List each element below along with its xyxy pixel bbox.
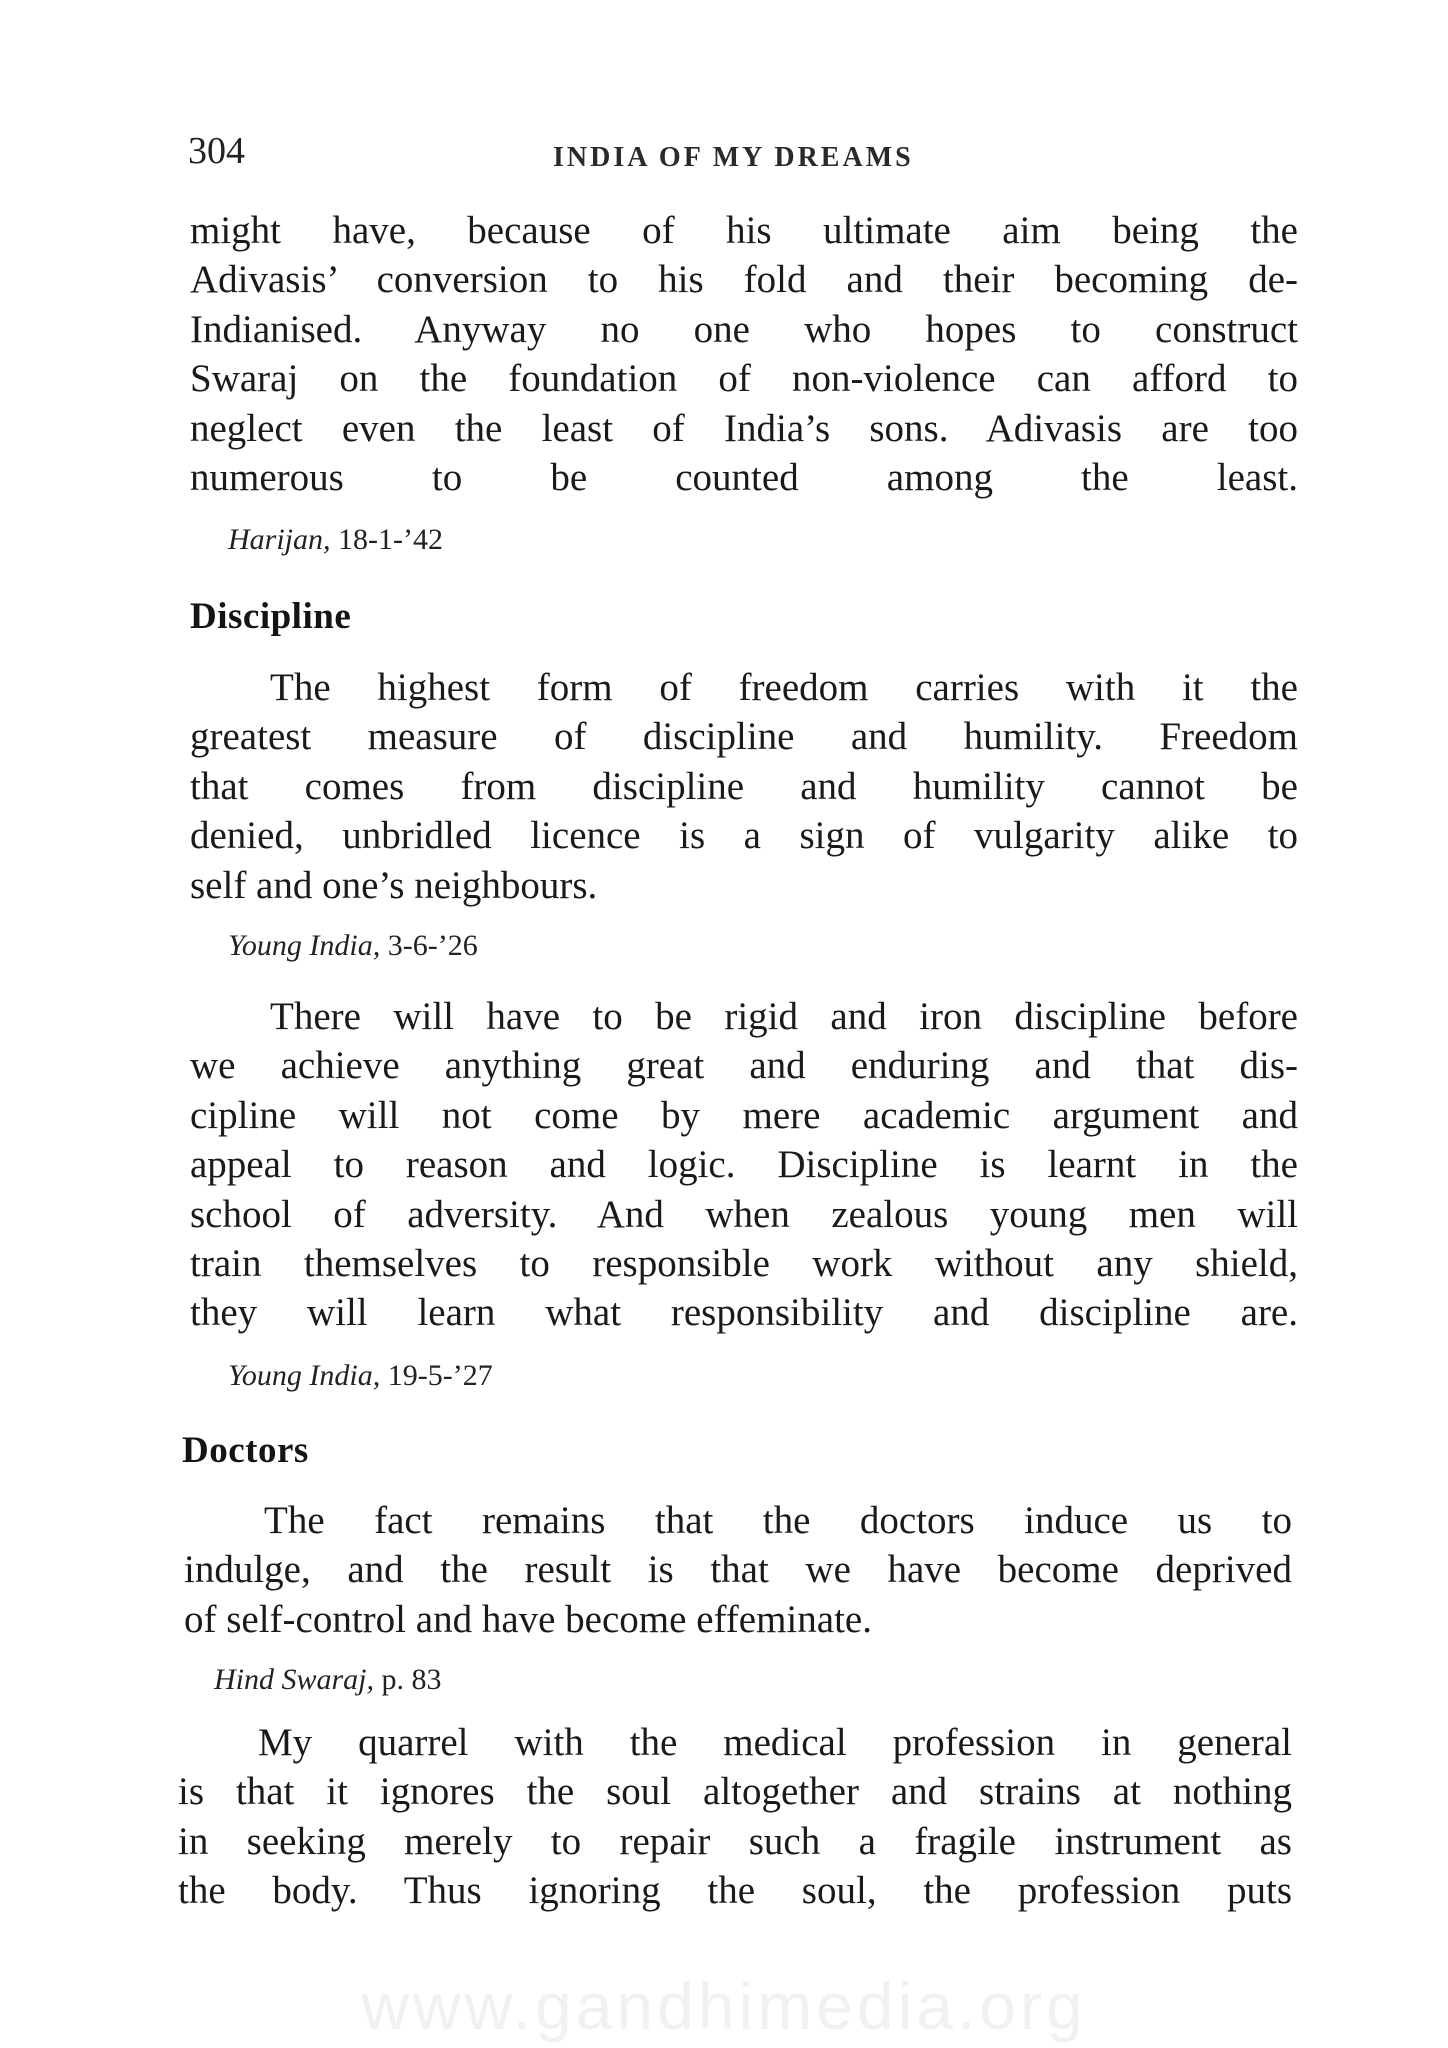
intro-paragraph xyxy=(190,206,1298,502)
source-citation xyxy=(228,926,478,966)
source-title: Young India, xyxy=(228,929,381,962)
text-line: is that it ignores the soul altogether and strains at nothing xyxy=(178,1770,1292,1814)
page-header xyxy=(188,126,1308,186)
doctors-paragraph-1 xyxy=(184,1496,1292,1644)
text-line: we achieve anything great and enduring and that dis- xyxy=(190,1044,1298,1088)
text-line: Adivasis’ conversion to his fold and their becoming de- xyxy=(190,258,1298,302)
text-line: in seeking merely to repair such a fragile instrument as xyxy=(178,1819,1292,1863)
source-title: Hind Swaraj, xyxy=(214,1663,375,1696)
text-line: cipline will not come by mere academic argument and xyxy=(190,1093,1298,1137)
text-line: Swaraj on the foundation of non-violence can afford to xyxy=(190,357,1298,401)
section-heading-doctors: Doctors xyxy=(182,1430,309,1471)
source-citation xyxy=(228,1356,493,1396)
text-line: neglect even the least of India’s sons. Adivasis are too xyxy=(190,406,1298,450)
text-line: There will have to be rigid and iron discipline before xyxy=(270,995,1298,1038)
text-line: self and one’s neighbours. xyxy=(190,863,598,907)
running-title: INDIA OF MY DREAMS xyxy=(553,142,914,173)
text-line: of self-control and have become effeminate. xyxy=(184,1597,872,1641)
source-date: 3-6-’26 xyxy=(387,929,478,962)
text-line: greatest measure of discipline and humility. Freedom xyxy=(190,715,1298,759)
source-date: p. 83 xyxy=(381,1663,442,1696)
text-line: denied, unbridled licence is a sign of vulgarity alike to xyxy=(190,814,1298,858)
source-title: Young India, xyxy=(228,1359,381,1392)
discipline-paragraph-2 xyxy=(190,992,1298,1338)
text-line: appeal to reason and logic. Discipline is learnt in the xyxy=(190,1143,1298,1187)
text-line: school of adversity. And when zealous young men will xyxy=(190,1192,1298,1236)
text-line: The highest form of freedom carries with it the xyxy=(270,666,1298,709)
section-heading-discipline: Discipline xyxy=(190,596,352,637)
source-date: 18-1-’42 xyxy=(338,523,443,556)
text-line: My quarrel with the medical profession in general xyxy=(258,1721,1292,1764)
page-number: 304 xyxy=(188,130,245,172)
source-title: Harijan, xyxy=(228,523,331,556)
text-line: that comes from discipline and humility cannot be xyxy=(190,764,1298,808)
text-line: they will learn what responsibility and discipline are. xyxy=(190,1291,1298,1335)
source-citation xyxy=(214,1660,442,1700)
text-line: The fact remains that the doctors induce us to xyxy=(264,1499,1292,1542)
text-line: the body. Thus ignoring the soul, the profession puts xyxy=(178,1869,1292,1913)
text-line: numerous to be counted among the least. xyxy=(190,456,1298,500)
text-line: Indianised. Anyway no one who hopes to construct xyxy=(190,307,1298,351)
text-line: might have, because of his ultimate aim being the xyxy=(190,209,1298,252)
doctors-paragraph-2 xyxy=(178,1718,1292,1916)
discipline-paragraph-1 xyxy=(190,663,1298,910)
source-date: 19-5-’27 xyxy=(387,1359,493,1392)
text-line: indulge, and the result is that we have become deprived xyxy=(184,1548,1292,1592)
watermark: www.gandhimedia.org xyxy=(361,1969,1087,2043)
source-citation xyxy=(228,520,443,560)
text-line: train themselves to responsible work without any shield, xyxy=(190,1242,1298,1286)
